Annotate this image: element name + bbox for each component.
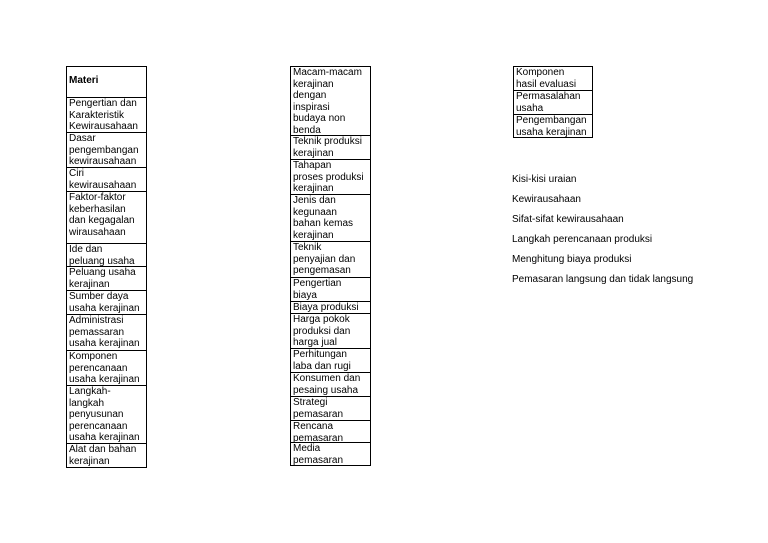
materi-cell: Alat dan bahan kerajinan xyxy=(66,443,147,468)
materi-cell: Peluang usaha kerajinan xyxy=(66,266,147,291)
kisi-kisi-item: Sifat-sifat kewirausahaan xyxy=(512,214,624,225)
materi-cell: Konsumen dan pesaing usaha xyxy=(290,372,371,397)
materi-cell: Teknik produksi kerajinan xyxy=(290,135,371,160)
kisi-kisi-title: Kisi-kisi uraian xyxy=(512,174,577,185)
kisi-kisi-item: Langkah perencanaan produksi xyxy=(512,234,653,245)
materi-cell: Pengertian dan Karakteristik Kewirausahaan xyxy=(66,97,147,133)
materi-cell: Harga pokok produksi dan harga jual xyxy=(290,313,371,349)
kisi-kisi-item: Pemasaran langsung dan tidak langsung xyxy=(512,274,694,285)
materi-cell: Rencana pemasaran xyxy=(290,420,371,443)
materi-cell: Sumber daya usaha kerajinan xyxy=(66,290,147,315)
materi-cell: Komponen perencanaan usaha kerajinan xyxy=(66,350,147,386)
materi-cell: Macam-macam kerajinan dengan inspirasi budaya non benda xyxy=(290,66,371,136)
materi-cell: Teknik penyajian dan pengemasan xyxy=(290,241,371,278)
materi-cell: Jenis dan kegunaan bahan kemas kerajinan xyxy=(290,194,371,242)
materi-cell: Ciri kewirausahaan xyxy=(66,167,147,192)
materi-cell: Perhitungan laba dan rugi xyxy=(290,348,371,373)
materi-cell: Pengembangan usaha kerajinan xyxy=(513,114,593,138)
materi-cell: Tahapan proses produksi kerajinan xyxy=(290,159,371,195)
materi-cell: Dasar pengembangan kewirausahaan xyxy=(66,132,147,168)
materi-cell: Faktor-faktor keberhasilan dan kegagalan wirausahaan xyxy=(66,191,147,244)
kisi-kisi-item: Menghitung biaya produksi xyxy=(512,254,632,265)
materi-header: Materi xyxy=(66,66,147,98)
materi-cell: Ide dan peluang usaha xyxy=(66,243,147,267)
materi-cell: Permasalahan usaha xyxy=(513,90,593,115)
materi-cell: Strategi pemasaran xyxy=(290,396,371,421)
materi-cell: Langkah- langkah penyusunan perencanaan usaha kerajinan xyxy=(66,385,147,444)
materi-cell: Pengertian biaya xyxy=(290,277,371,302)
materi-cell: Biaya produksi xyxy=(290,301,371,314)
materi-cell: Komponen hasil evaluasi xyxy=(513,66,593,91)
materi-cell: Media pemasaran xyxy=(290,442,371,466)
materi-cell: Administrasi pemassaran usaha kerajinan xyxy=(66,314,147,351)
kisi-kisi-item: Kewirausahaan xyxy=(512,194,581,205)
